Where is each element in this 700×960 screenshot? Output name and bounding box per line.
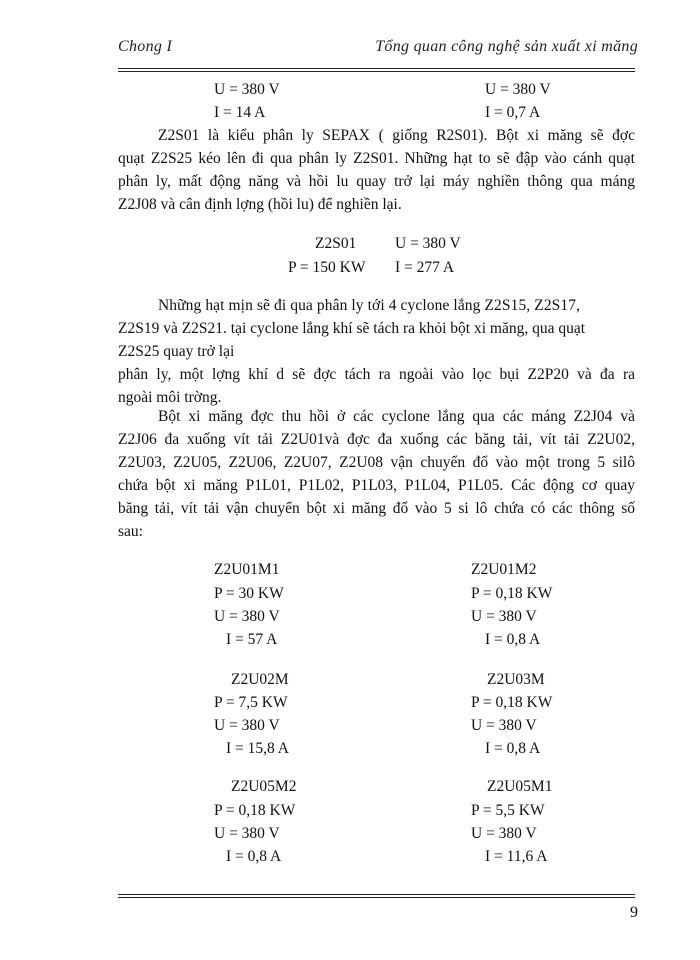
motor-power: P = 0,18 KW [471, 585, 553, 602]
motor-voltage: U = 380 V [471, 608, 537, 625]
paragraph-line: Z2J08 và cân định lợng (hồi lu) để nghiền lại. [118, 196, 402, 213]
z2s01-voltage: U = 380 V [395, 235, 461, 252]
paragraph-separator-description [118, 124, 635, 216]
motor-voltage: U = 380 V [214, 717, 280, 734]
footer-rule-top [118, 894, 635, 895]
motor-power: P = 0,18 KW [214, 802, 296, 819]
running-header-chapter: Chong I [118, 38, 173, 55]
motor-current: I = 57 A [226, 631, 278, 648]
motor-name: Z2U05M1 [487, 778, 553, 795]
motor-name: Z2U05M2 [231, 778, 297, 795]
motor-power: P = 7,5 KW [214, 694, 288, 711]
paragraph-line: băng tải, vít tải vận chuyển bột xi măng đổ vào 5 si lô chứa có các thông số [118, 500, 635, 517]
paragraph-line: Z2S01 là kiểu phân ly SEPAX ( giống R2S01). Bột xi măng sẽ đợc [158, 127, 635, 144]
spec-u-left: U = 380 V [214, 81, 280, 98]
header-rule-bottom [118, 71, 635, 72]
z2s01-name: Z2S01 [315, 235, 357, 252]
paragraph-line: ngoài môi trờng. [118, 389, 222, 406]
z2s01-current: I = 277 A [395, 259, 455, 276]
motor-power: P = 30 KW [214, 585, 284, 602]
motor-power: P = 0,18 KW [471, 694, 553, 711]
paragraph-line: phân ly, một lợng khí d sẽ đợc tách ra ngoài vào lọc bụi Z2P20 và đa ra [118, 366, 635, 383]
spec-u-right: U = 380 V [485, 81, 551, 98]
paragraph-line: Z2S25 quay trở lại [118, 343, 235, 360]
paragraph-line: Những hạt mịn sẽ đi qua phân ly tới 4 cyclone lắng Z2S15, Z2S17, [158, 297, 581, 314]
paragraph-transport-description [118, 405, 635, 543]
motor-name: Z2U02M [231, 671, 289, 688]
paragraph-line: Bột xi măng đợc thu hồi ở các cyclone lắng qua các máng Z2J04 và [158, 408, 635, 425]
motor-name: Z2U03M [487, 671, 545, 688]
motor-current: I = 0,8 A [485, 631, 541, 648]
spec-i-right: I = 0,7 A [485, 104, 541, 121]
paragraph-line: chứa bột xi măng P1L01, P1L02, P1L03, P1L04, P1L05. Các động cơ quay [118, 477, 635, 494]
paragraph-line: Z2U03, Z2U05, Z2U06, Z2U07, Z2U08 vận chuyển đổ vào một trong 5 silô [118, 454, 635, 471]
paragraph-line: quạt Z2S25 kéo lên đi qua phân ly Z2S01. Những hạt to sẽ đập vào cánh quạt [118, 150, 635, 167]
running-header-title: Tổng quan công nghệ sản xuất xi măng [375, 38, 638, 55]
paragraph-line: Z2J06 đa xuống vít tải Z2U01và đợc đa xuống các băng tải, vít tải Z2U02, [118, 431, 635, 448]
motor-voltage: U = 380 V [214, 608, 280, 625]
paragraph-line: sau: [118, 523, 143, 540]
paragraph-line: phân ly, mất động năng và hồi lu quay trở lại máy nghiền thông qua máng [118, 173, 635, 190]
motor-power: P = 5,5 KW [471, 802, 545, 819]
motor-voltage: U = 380 V [471, 825, 537, 842]
motor-current: I = 11,6 A [485, 848, 548, 865]
paragraph-line: Z2S19 và Z2S21. tại cyclone lắng khí sẽ tách ra khỏi bột xi măng, qua quạt [118, 320, 586, 337]
motor-name: Z2U01M1 [214, 561, 280, 578]
motor-current: I = 0,8 A [226, 848, 282, 865]
z2s01-power: P = 150 KW [288, 259, 366, 276]
footer-rule-bottom [118, 897, 635, 898]
motor-current: I = 15,8 A [226, 740, 289, 757]
motor-voltage: U = 380 V [214, 825, 280, 842]
spec-i-left: I = 14 A [214, 104, 266, 121]
paragraph-cyclone-description [118, 294, 635, 409]
page-number: 9 [630, 904, 638, 921]
motor-name: Z2U01M2 [471, 561, 537, 578]
motor-voltage: U = 380 V [471, 717, 537, 734]
header-rule-top [118, 68, 635, 69]
motor-current: I = 0,8 A [485, 740, 541, 757]
